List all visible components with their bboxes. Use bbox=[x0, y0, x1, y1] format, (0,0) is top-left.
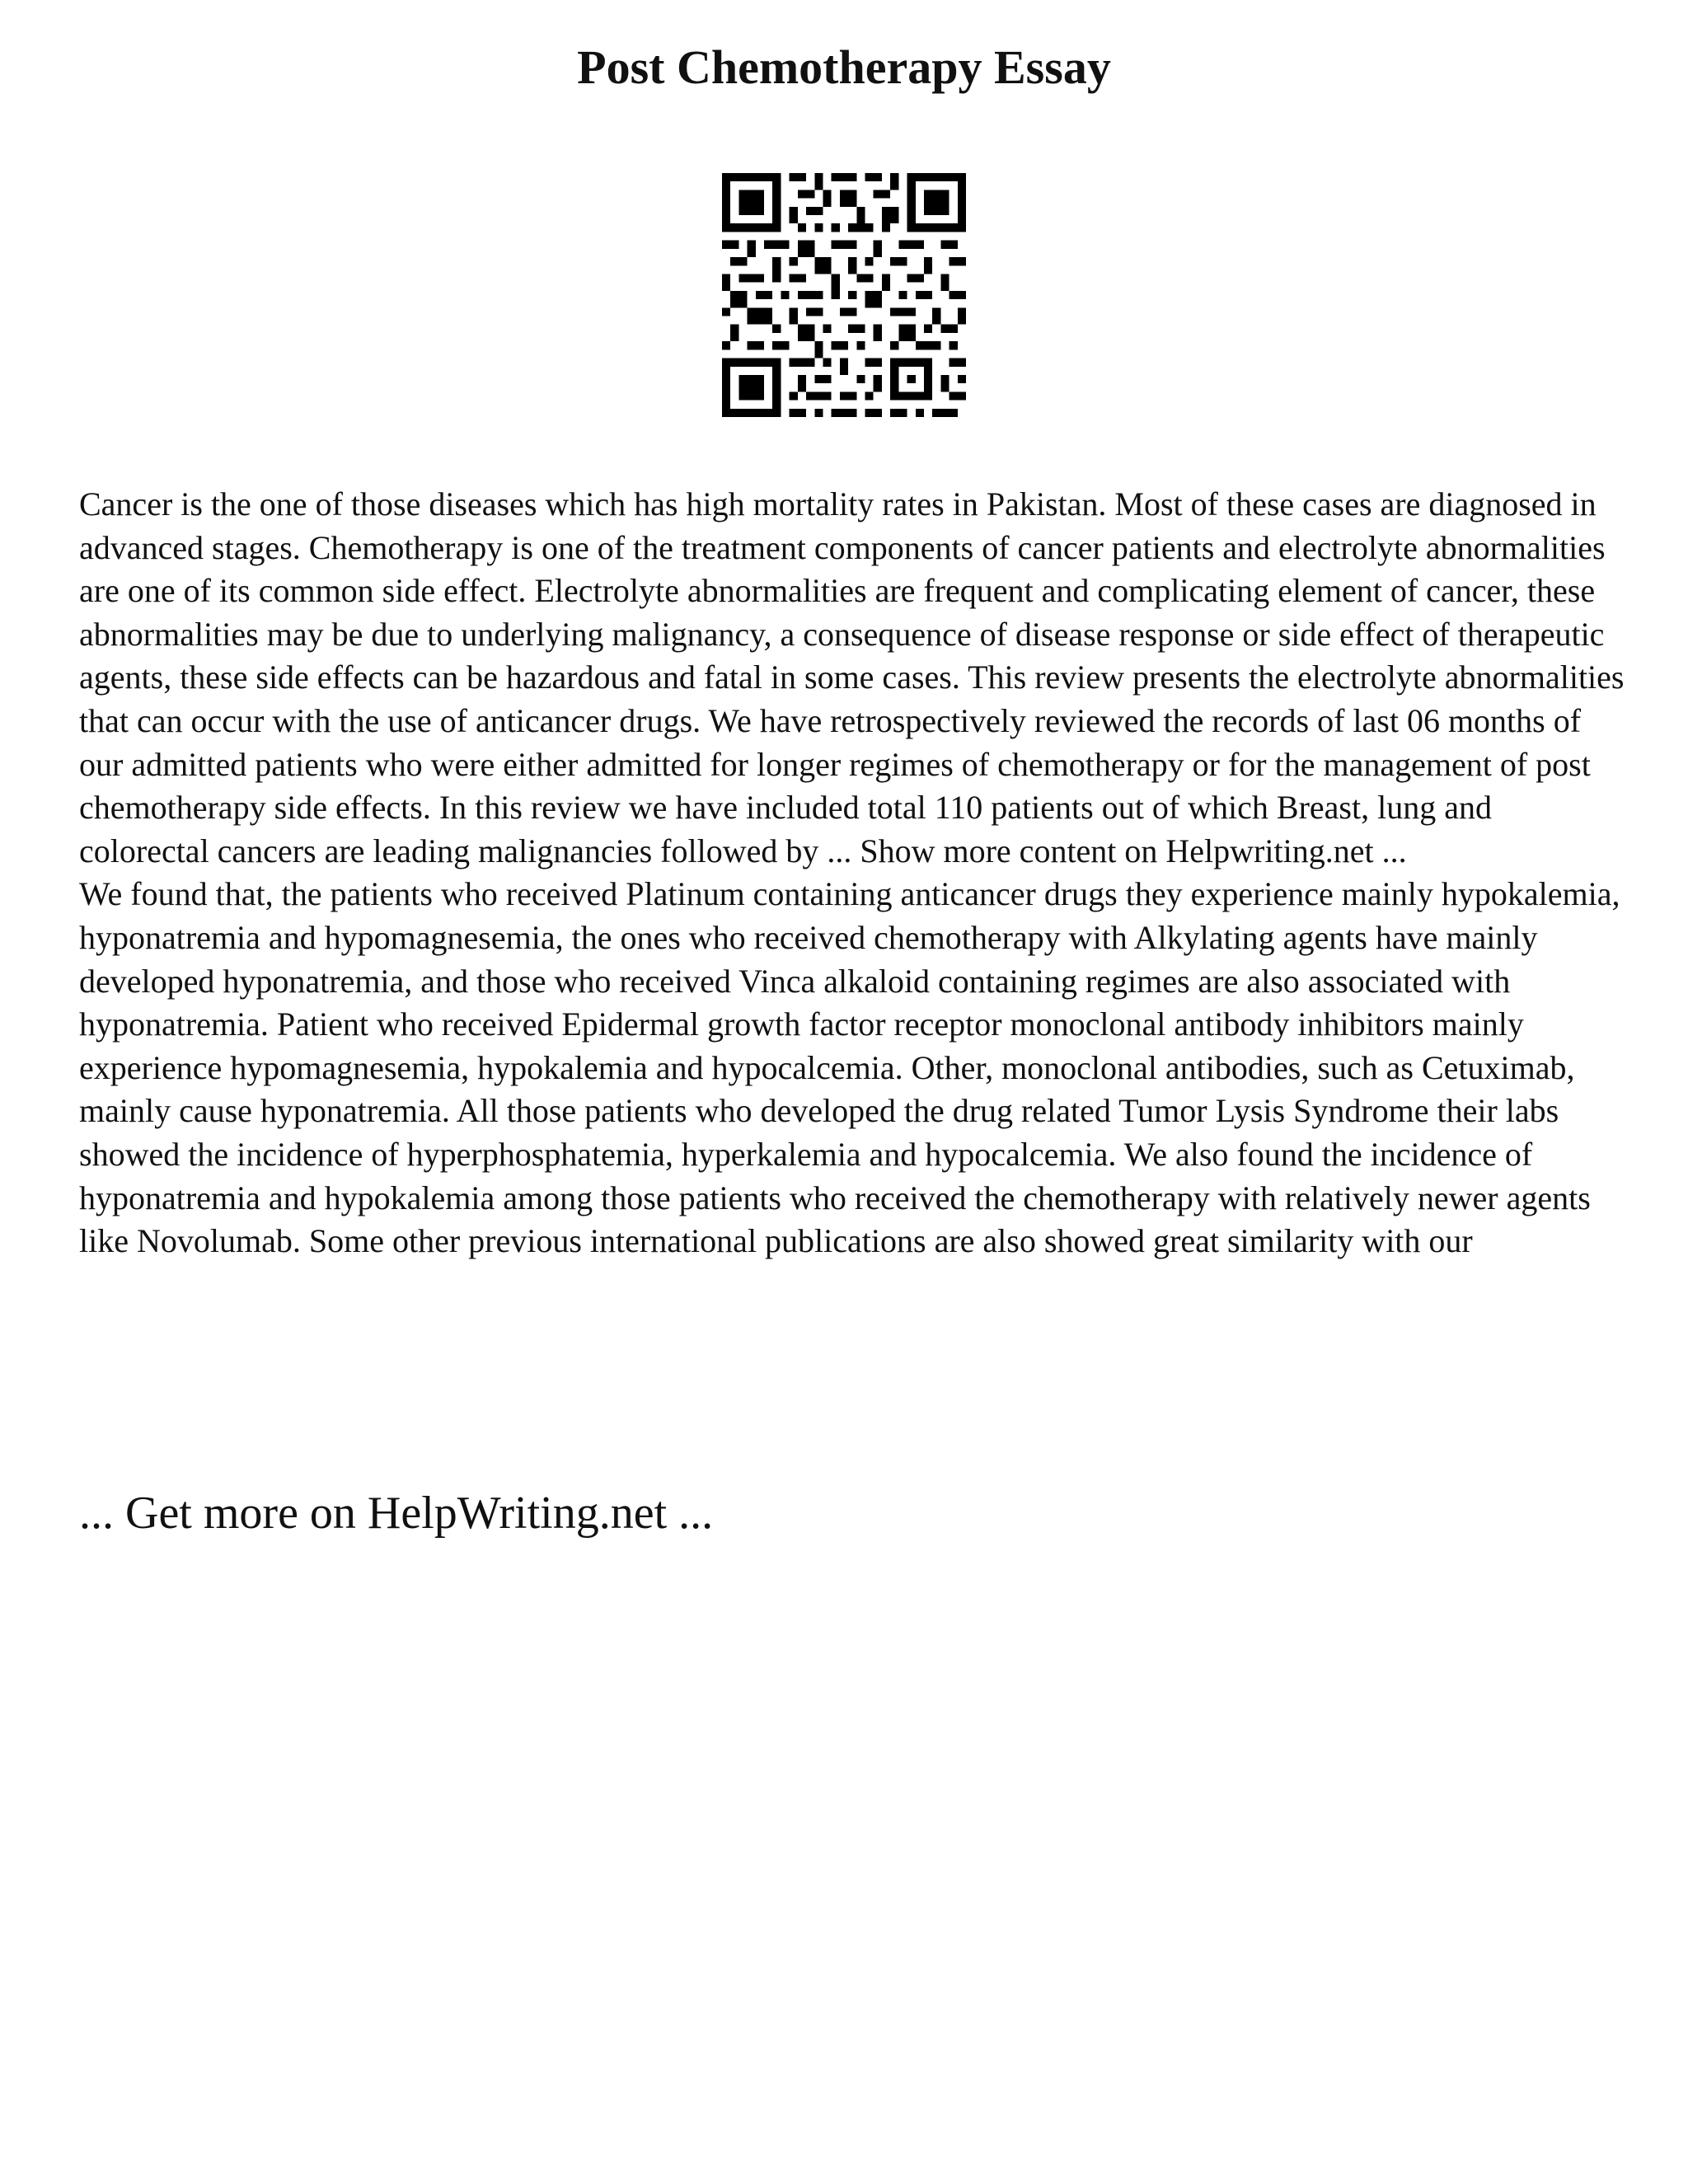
qr-code-icon bbox=[722, 173, 966, 417]
essay-body bbox=[79, 483, 1629, 1263]
paragraph-intro: Cancer is the one of those diseases which has high mortality rates in Pakistan. Most of these cases are diagnosed in advanced stages. Chemotherapy is one of the treatment components of cancer patients and electrolyte abnormalities are one of its common side effect. Electrolyte abnormalities are frequent and complicating element of cancer, these abnormalities may be due to underlying malignancy, a consequence of disease response or side effect of therapeutic agents, these side effects can be hazardous and fatal in some cases. This review presents the electrolyte abnormalities that can occur with the use of anticancer drugs. We have retrospectively reviewed the records of last 06 months of our admitted patients who were either admitted for longer regimes of chemotherapy or for the management of post chemotherapy side effects. In this review we have included total 110 patients out of which Breast, lung and colorectal cancers are leading malignancies followed by ... Show more content on Helpwriting.net ... bbox=[79, 485, 1625, 869]
get-more-link[interactable]: ... Get more on HelpWriting.net ... bbox=[79, 1488, 714, 1539]
paragraph-findings: We found that, the patients who received Platinum containing anticancer drugs they experience mainly hypokalemia, hyponatremia and hypomagnesemia, the ones who received chemotherapy with Alkylating agents have mainly developed hyponatremia, and those who received Vinca alkaloid containing regimes are also associated with hyponatremia. Patient who received Epidermal growth factor receptor monoclonal antibody inhibitors mainly experience hypomagnesemia, hypokalemia and hypocalcemia. Other, monoclonal antibodies, such as Cetuximab, mainly cause hyponatremia. All those patients who developed the drug related Tumor Lysis Syndrome their labs showed the incidence of hyperphosphatemia, hyperkalemia and hypocalcemia. We also found the incidence of hyponatremia and hypokalemia among those patients who received the chemotherapy with relatively newer agents like Novolumab. Some other previous international publications are also showed great similarity with our bbox=[79, 875, 1620, 1260]
page-title: Post Chemotherapy Essay bbox=[577, 40, 1111, 94]
